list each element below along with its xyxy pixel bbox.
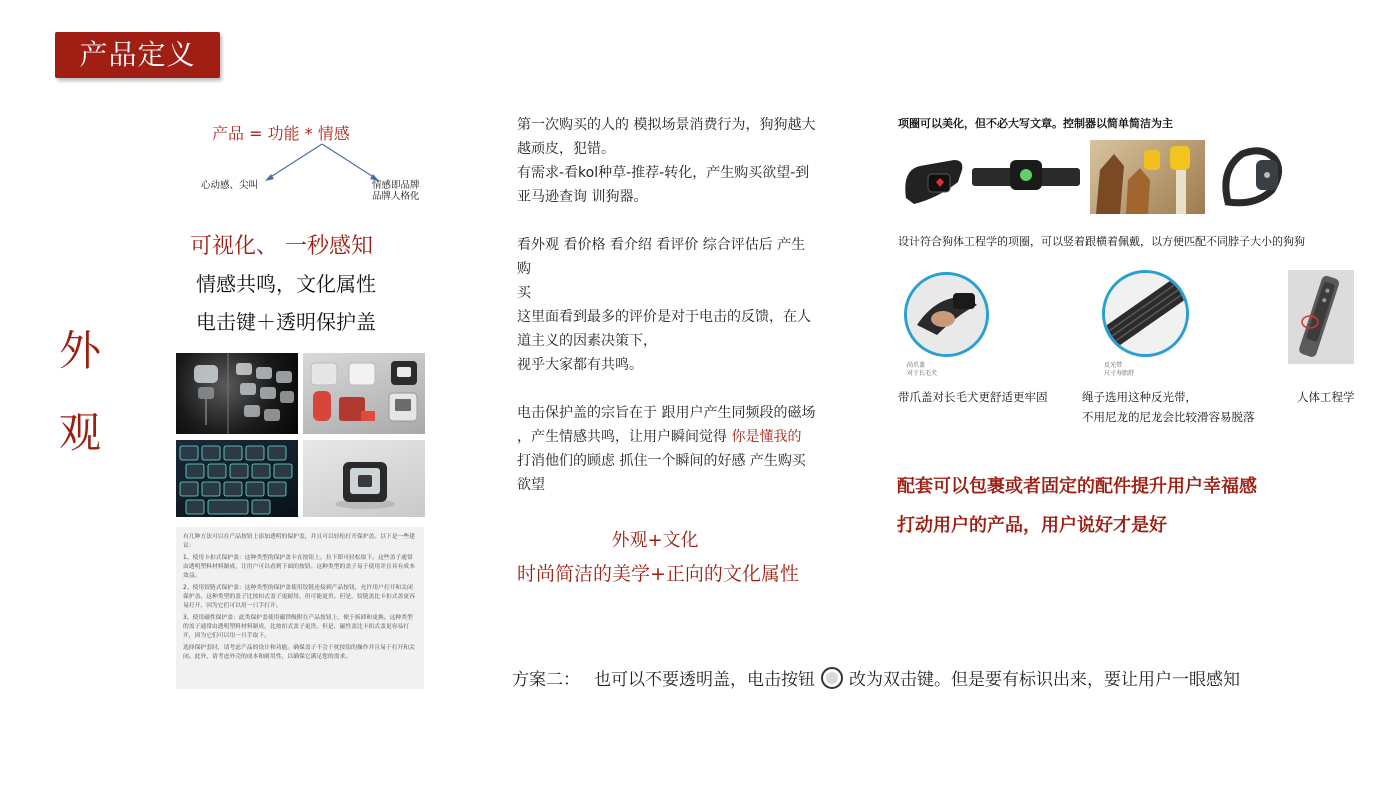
user-approval-heading: 打动用户的产品，用户说好才是好: [897, 515, 1167, 536]
text-line: 视乎大家都有共鸣。: [517, 357, 643, 373]
appearance-culture-heading: 外观+文化: [611, 530, 699, 551]
ergonomic-collar-caption: 设计符合狗体工程学的项圈，可以竖着跟横着佩戴，以方便匹配不同脖子大小的狗狗: [898, 235, 1305, 248]
text-line: 道主义的因素决策下，: [517, 333, 657, 349]
text-line: 亚马逊查询 训狗器。: [517, 189, 648, 205]
branch-diagram: [255, 142, 385, 184]
text-line: 看外观 看价格 看介绍 看评价 综合评估后 产生购: [517, 237, 806, 277]
strap-label-1: 反光带: [1104, 362, 1123, 369]
reflective-strap-detail-photo: [1102, 270, 1189, 357]
highlight-text: 你是懂我的: [731, 429, 802, 445]
claw-cover-caption: 带爪盖对长毛犬更舒适更牢固: [898, 390, 1048, 404]
dogs-photo: [1090, 140, 1205, 214]
plan-two-label: 方案二：: [512, 670, 580, 690]
text-line: 电击保护盖的宗旨在于 跟用户产生同频段的磁场: [517, 405, 816, 421]
strap-label-2: 尺寸寿胎舒: [1104, 370, 1135, 377]
emotion-line: 情感共鸣，文化属性: [196, 272, 376, 296]
strap-caption-line-1: 绳子选用这种反光带，: [1082, 390, 1197, 404]
section-title-badge: 产品定义: [55, 32, 220, 78]
claw-cover-detail-photo: [904, 272, 989, 357]
plan-two-line: [512, 665, 1240, 690]
evaluation-text: [517, 233, 817, 305]
notes-intro: 有几种方法可以在产品按钮上添加透明的保护盖，并且可以轻松打开保护盖。以下是一些建议：: [183, 534, 415, 549]
text-line: 这里面看到最多的评价是对于电击的反馈，在人: [517, 309, 811, 325]
text-line: [517, 425, 817, 449]
collar-caption: 项圈可以美化，但不必大写文章。控制器以简单简洁为主: [898, 117, 1173, 130]
text-line: 有需求-看kol种草-推荐-转化，产生购买欲望-到: [517, 165, 810, 181]
text-line: 越顽皮，犯错。: [517, 141, 615, 157]
text-line: 第一次购买的人的 模拟场景消费行为，狗狗越大: [517, 117, 816, 133]
text-line: 打消他们的顾虑 抓住一个瞬间的好感 产生购买: [517, 453, 806, 469]
shock-button-icon: [821, 667, 843, 689]
side-title-char-2: 观: [58, 408, 101, 457]
keycap-photo-grey: [303, 353, 425, 434]
text-line: 买: [517, 285, 531, 301]
notes-item: 2、使用铰链式保护盖：这种类型的保护盖使用铰链连接到产品按钮，允许用户打开和关闭保护盖。这种类型的盖子比按扣式盖子更耐用，但可能更贵。但是，铰链盖比卡扣式盖更容易打开，因为它们可以用一只手打开。: [183, 585, 415, 609]
accessory-happiness-heading: 配套可以包裹或者固定的配件提升用户幸福感: [897, 476, 1257, 497]
collar-photo-3: [1212, 140, 1294, 214]
button-cover-line: 电击键＋透明保护盖: [196, 310, 376, 334]
protective-cover-notes: [176, 527, 424, 689]
collar-photo-1: [898, 140, 966, 214]
aesthetic-culture-heading: 时尚简洁的美学+正向的文化属性: [517, 563, 799, 585]
strap-caption-line-2: 不用尼龙的尼龙会比较滑容易脱落: [1082, 410, 1255, 424]
visual-heading: 可视化、 一秒感知: [190, 234, 373, 259]
ergonomics-caption: 人体工程学: [1297, 390, 1355, 404]
plan-two-text-b: 改为双击键。但是要有标识出来，要让用户一眼感知: [849, 670, 1240, 690]
branch-left-label: 心动感、尖叫: [201, 180, 259, 191]
claw-cover-label-1: 尚爪盖: [907, 362, 926, 369]
review-text: [517, 305, 817, 377]
notes-item: 1、使用卡扣式保护盖：这种类型的保护盖卡在按钮上，拉下即可轻松取下。这些盖子通常由透明塑料材料制成，让用户可以看到下面的按钮。这种类型的盖子易于使用并且具有成本效益。: [183, 555, 415, 579]
formula-heading: 产品 = 功能 * 情感: [212, 124, 350, 143]
keycap-photo-single: [303, 440, 425, 517]
cover-purpose-text: [517, 401, 817, 497]
keycap-photo-dark: [176, 353, 298, 434]
remote-controller-photo: [1288, 270, 1354, 364]
text-line: 欲望: [517, 477, 545, 493]
keyboard-photo-glow: [176, 440, 298, 517]
collar-photo-2: [972, 156, 1080, 196]
purchase-journey-text: [517, 113, 817, 209]
notes-outro: 选择保护套时，请考虑产品的设计和功能。确保盖子不会干扰按钮的操作并且易于打开和关闭。此外，请考虑外壳的成本和耐用性，以确保它满足您的需求。: [183, 645, 415, 660]
notes-item: 3、使用磁性保护盖：此类保护盖使用磁铁吸附在产品按钮上，便于拆卸和更换。这种类型的盖子通常由透明塑料材料制成，比按扣式盖子更贵。但是，磁性盖比卡扣式盖更容易打开，因为它们可以用一只手取下。: [183, 615, 413, 639]
claw-cover-label-2: 对于长毛犬: [907, 370, 938, 377]
branch-right-label-1: 情感即品牌: [372, 180, 420, 191]
text-span: ，产生情感共鸣，让用户瞬间觉得: [517, 429, 732, 445]
plan-two-text-a: 也可以不要透明盖，电击按钮: [594, 670, 815, 690]
branch-right-label-2: 品牌人格化: [372, 191, 420, 202]
side-title-char-1: 外: [58, 326, 101, 375]
